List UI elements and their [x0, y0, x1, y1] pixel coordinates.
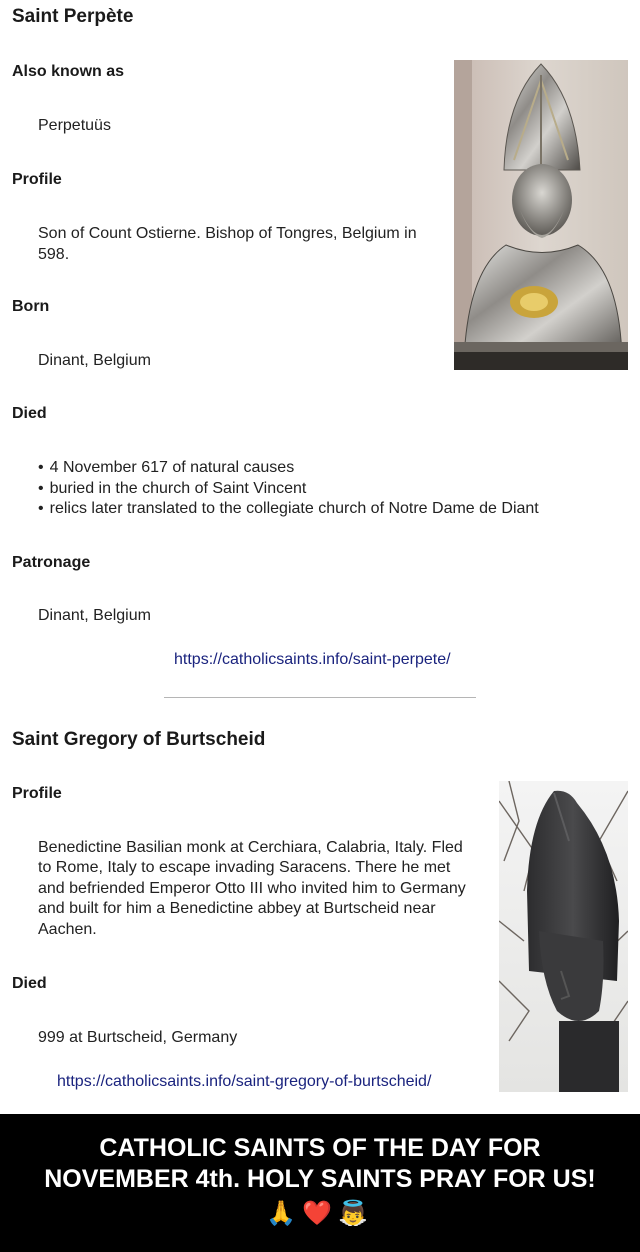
died-value: 999 at Burtscheid, Germany: [38, 1029, 238, 1046]
died-item: • relics later translated to the collegiate church of Notre Dame de Diant: [38, 499, 539, 520]
profile-line: to Rome, Italy to escape invading Saracens. There he met: [38, 859, 451, 876]
profile-line: 598.: [38, 246, 70, 263]
banner-line: NOVEMBER 4th. HOLY SAINTS PRAY FOR US!: [44, 1165, 596, 1193]
born-value: Dinant, Belgium: [38, 352, 151, 369]
patronage-heading: Patronage: [12, 554, 91, 571]
saint2-title: Saint Gregory of Burtscheid: [12, 729, 266, 750]
divider: [164, 697, 476, 698]
banner-line: CATHOLIC SAINTS OF THE DAY FOR: [99, 1134, 541, 1162]
born-heading: Born: [12, 298, 50, 315]
profile-line: Son of Count Ostierne. Bishop of Tongres, Belgium in: [38, 225, 417, 242]
profile-line: Benedictine Basilian monk at Cerchiara, Calabria, Italy. Fled: [38, 839, 463, 856]
saint1-link[interactable]: https://catholicsaints.info/saint-perpete/: [174, 651, 451, 668]
saint-gregory-statue-image: [499, 781, 628, 1092]
saint-perpete-reliquary-bust-image: [454, 60, 628, 370]
profile-heading: Profile: [12, 785, 62, 802]
caption-banner: [0, 1114, 640, 1252]
saint2-link[interactable]: https://catholicsaints.info/saint-gregory-of-burtscheid/: [57, 1073, 432, 1090]
praying-hands-heart-angel-emoji: 🙏❤️👼: [266, 1200, 374, 1227]
also-known-value: Perpetuüs: [38, 117, 111, 134]
died-item: • buried in the church of Saint Vincent: [38, 479, 539, 500]
died-list: [38, 458, 539, 520]
profile-heading: Profile: [12, 171, 62, 188]
profile-line: Aachen.: [38, 921, 97, 938]
saint1-title: Saint Perpète: [12, 6, 134, 27]
profile-line: and built for him a Benedictine abbey at Burtscheid near: [38, 900, 436, 917]
died-heading: Died: [12, 405, 47, 422]
profile-line: and befriended Emperor Otto III who invited him to Germany: [38, 880, 466, 897]
also-known-heading: Also known as: [12, 63, 125, 80]
died-heading: Died: [12, 975, 47, 992]
patronage-value: Dinant, Belgium: [38, 607, 151, 624]
died-item: • 4 November 617 of natural causes: [38, 458, 539, 479]
